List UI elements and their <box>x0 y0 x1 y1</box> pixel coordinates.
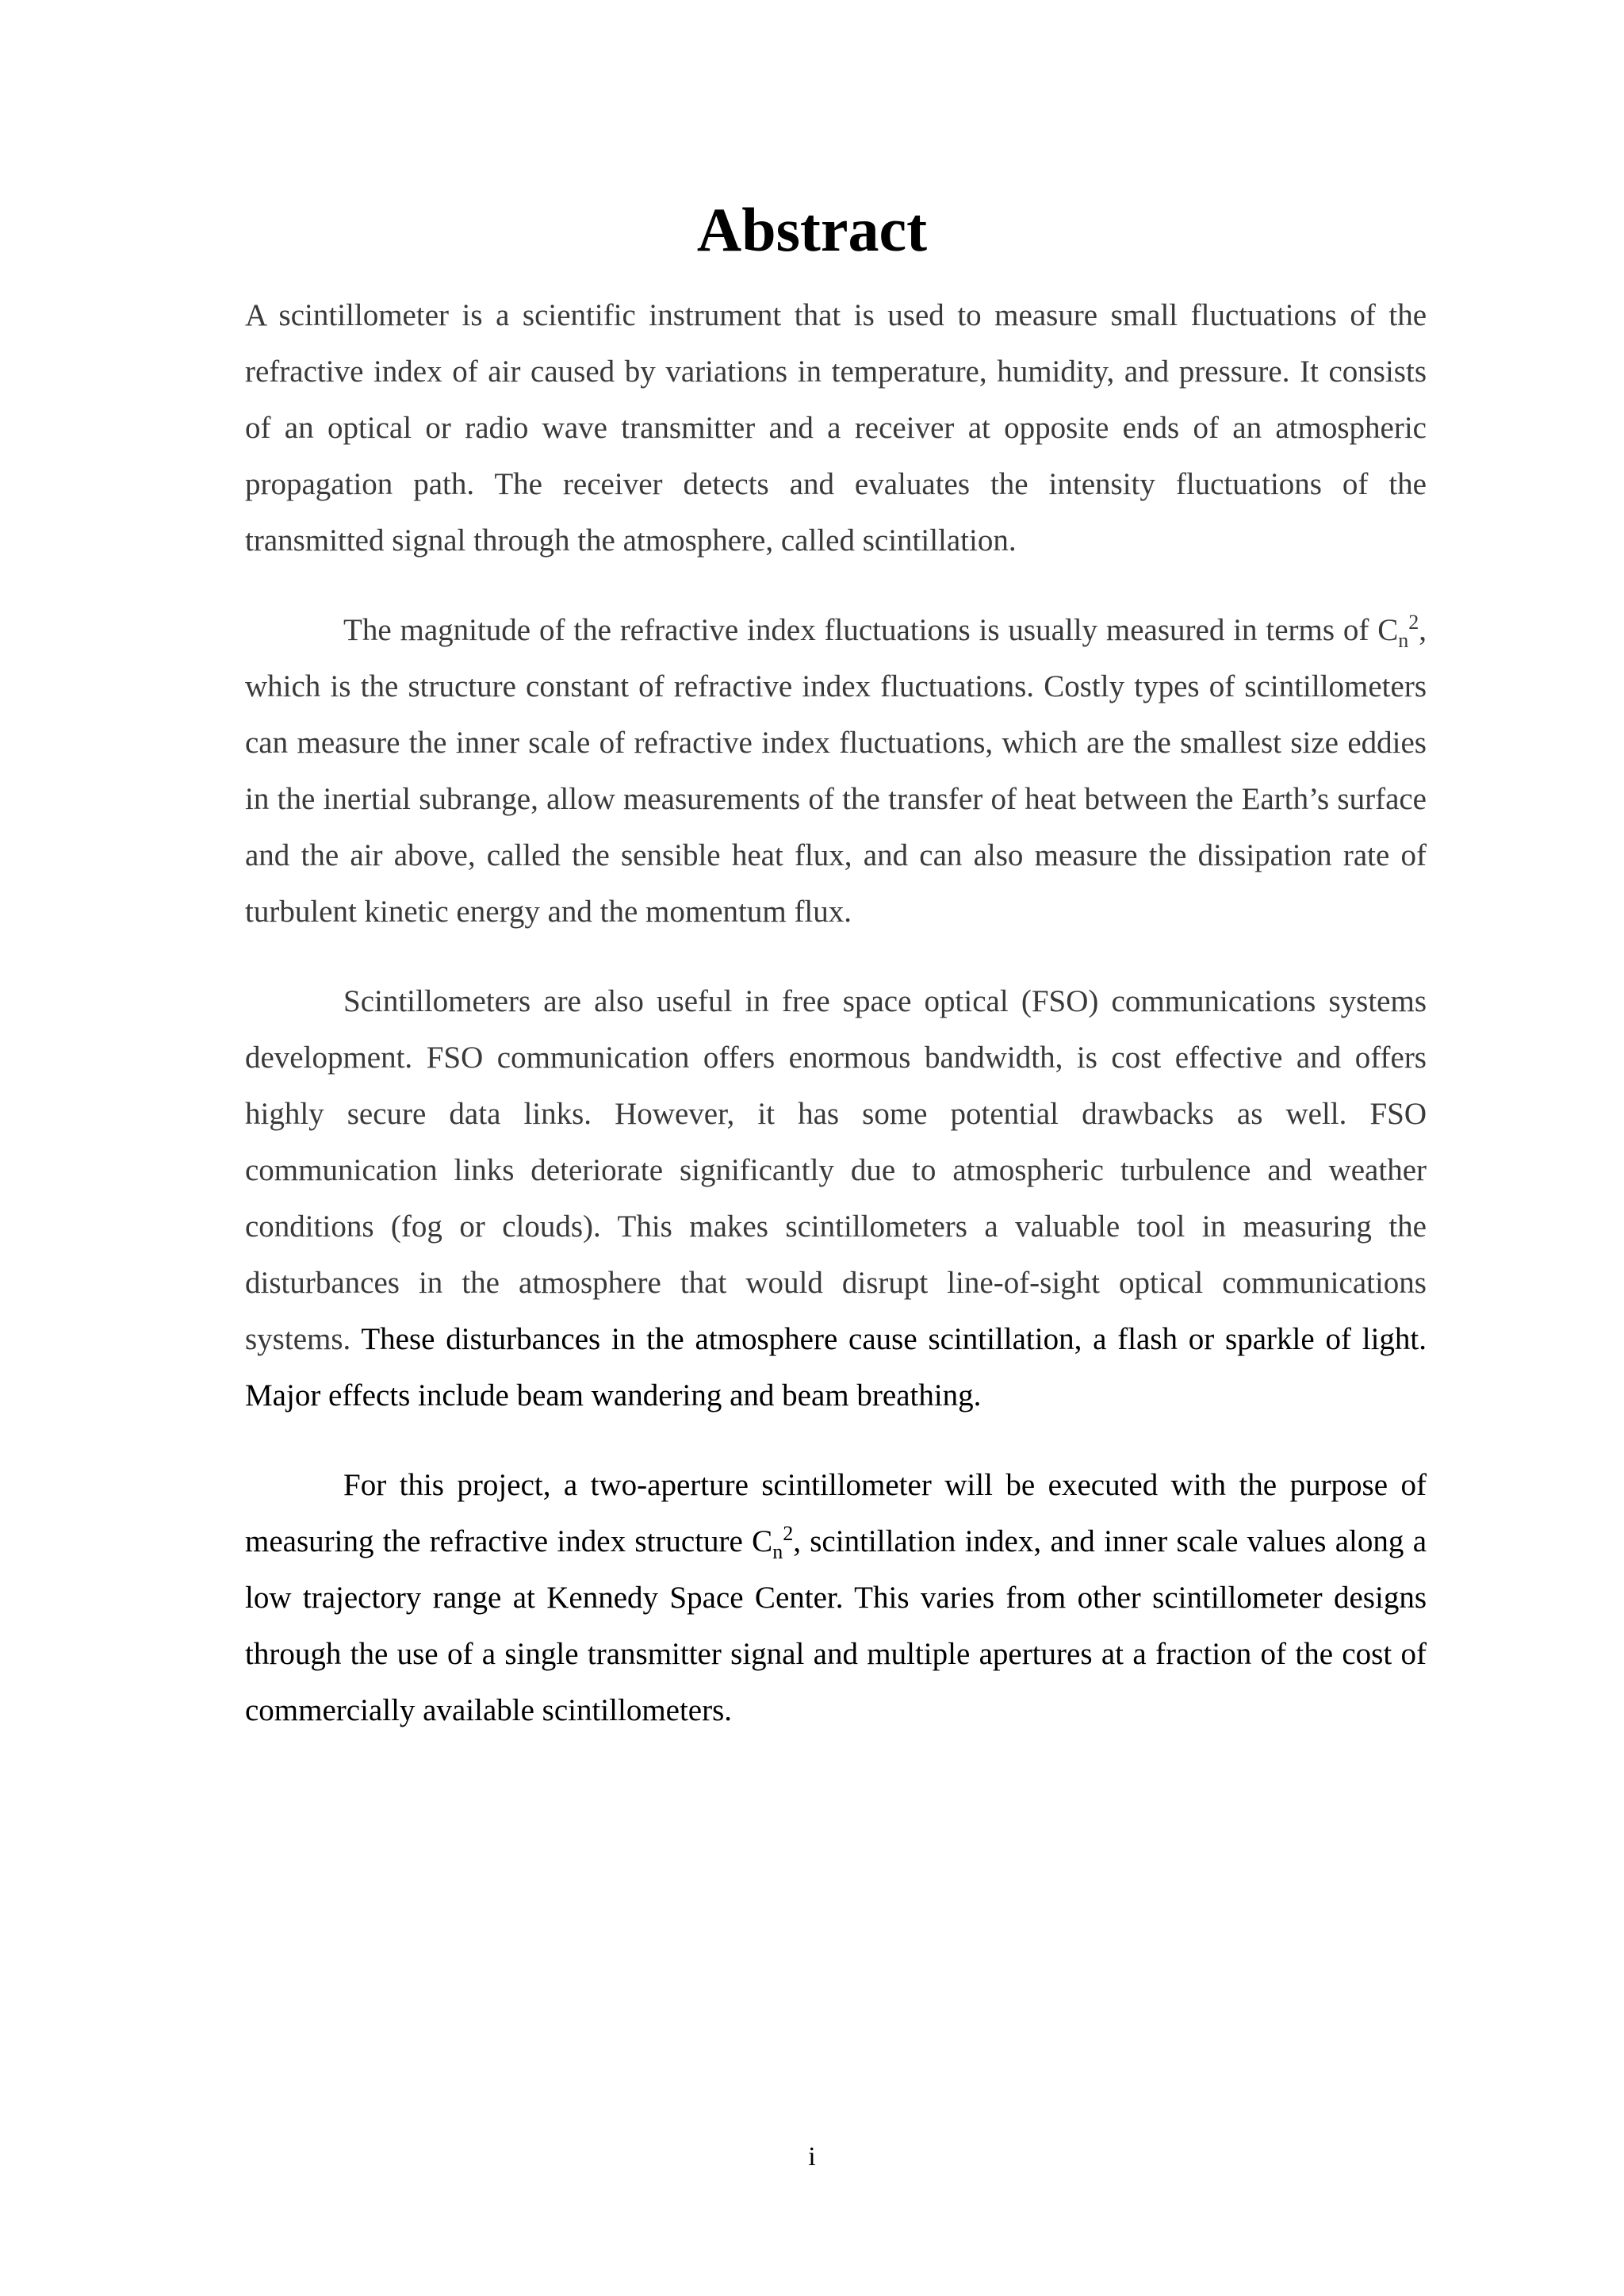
abstract-body <box>245 287 1427 1772</box>
paragraph-4-text-before: For this project, a two-aperture scintillometer will be executed with the purpose of measuring the refractive index structure C <box>245 1468 1427 1558</box>
page-number: i <box>808 2142 816 2171</box>
paragraph-1-text: A scintillometer is a scientific instrument that is used to measure small fluctuations of the refractive index of air caused by variations in temperature, humidity, and pressure. It consists of an optical or radio wave transmitter and a receiver at opposite ends of an atmospheric propagation path. The receiver detects and evaluates the intensity fluctuations of the transmitted signal through the atmosphere, called scintillation. <box>245 298 1427 558</box>
subscript-n: n <box>1398 628 1409 652</box>
paragraph-4-text-after: , scintillation index, and inner scale values along a low trajectory range at Kennedy Space Center. This varies from other scintillometer designs through the use of a single transmitter signal and multiple apertures at a fraction of the cost of commercially available scintillometers. <box>245 1524 1427 1727</box>
paragraph-2-text-after: , which is the structure constant of refractive index fluctuations. Costly types of scintillometers can measure the inner scale of refractive index fluctuations, which are the smallest size eddies in the inertial subrange, allow measurements of the transfer of heat between the Earth’s surface and the air above, called the sensible heat flux, and can also measure the dissipation rate of turbulent kinetic energy and the momentum flux. <box>245 613 1427 929</box>
paragraph-4 <box>245 1457 1427 1738</box>
superscript-2: 2 <box>783 1522 794 1545</box>
paragraph-3-text-dark: These disturbances in the atmosphere cause scintillation, a flash or sparkle of light. Major effects include beam wandering and beam breathing. <box>245 1322 1427 1412</box>
paragraph-1 <box>245 287 1427 569</box>
paragraph-3 <box>245 973 1427 1424</box>
page-title: Abstract <box>696 195 928 264</box>
paragraph-3-text: Scintillometers are also useful in free space optical (FSO) communications systems development. FSO communication offers enormous bandwidth, is cost effective and offers highly secure data links. However, it has some potential drawbacks as well. FSO communication links deteriorate significantly due to atmospheric turbulence and weather conditions (fog or clouds). This makes scintillometers a valuable tool in measuring the disturbances in the atmosphere that would disrupt line-of-sight optical communications systems. <box>245 984 1427 1356</box>
paragraph-2-text-before: The magnitude of the refractive index fluctuations is usually measured in terms of C <box>343 613 1399 647</box>
paragraph-2 <box>245 602 1427 940</box>
subscript-n: n <box>772 1539 783 1563</box>
superscript-2: 2 <box>1408 611 1419 634</box>
